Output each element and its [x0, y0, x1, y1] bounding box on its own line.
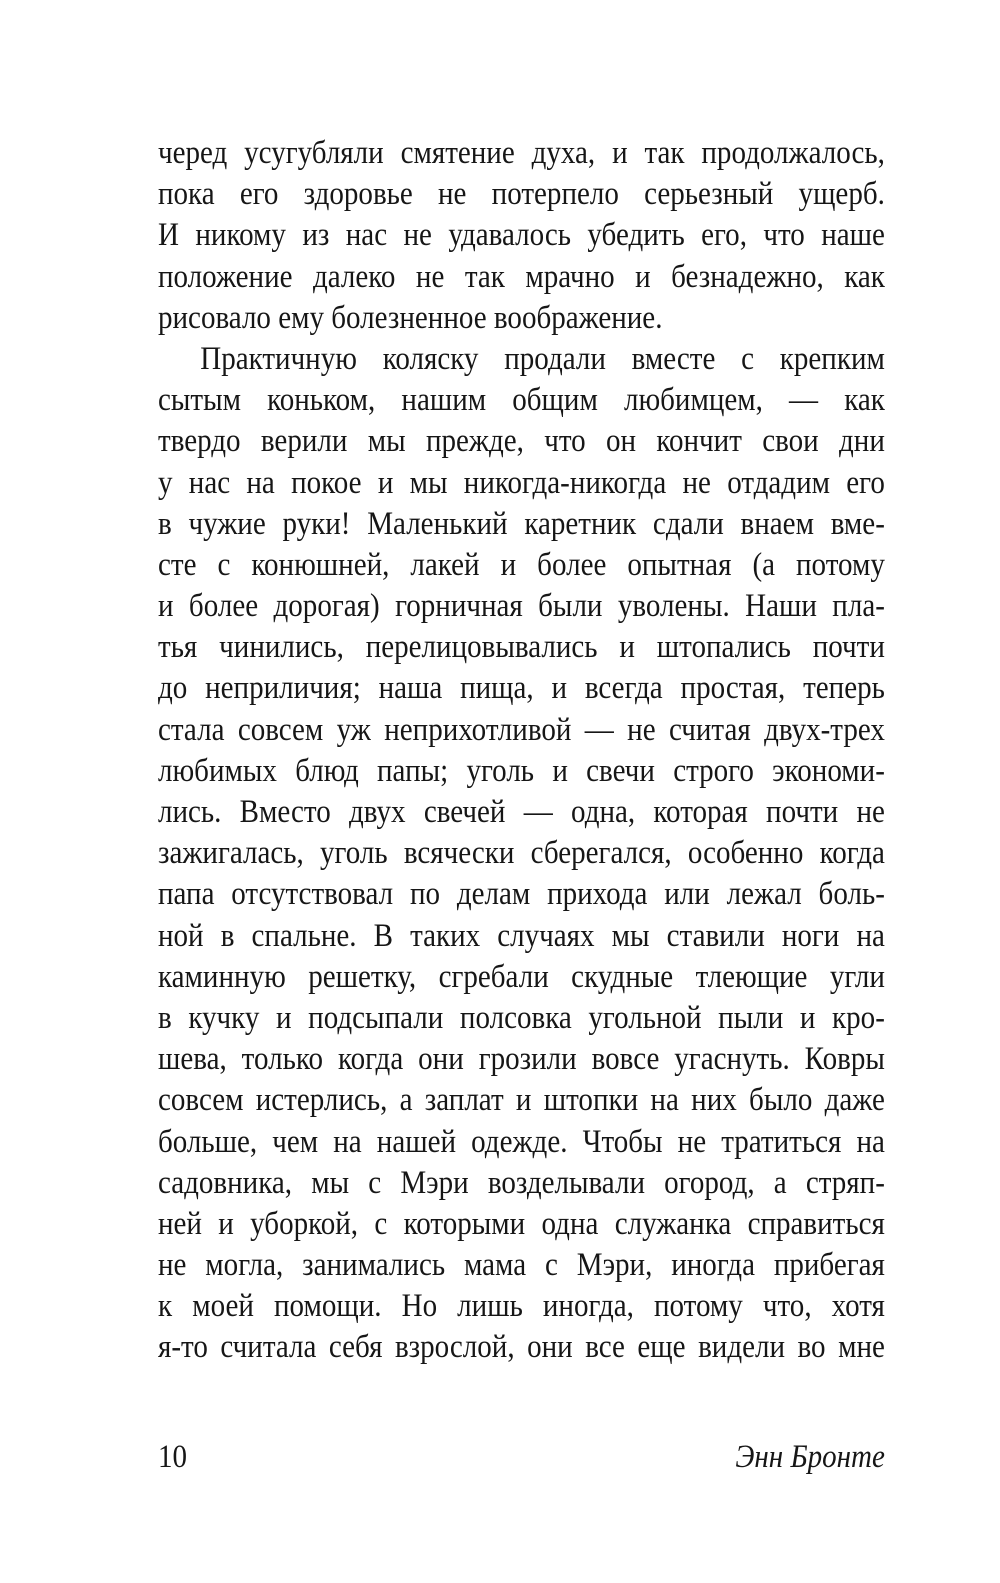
text-line [158, 1245, 885, 1286]
line-text: в кучку и подсыпали полсовка угольной пыли и кро- [158, 999, 885, 1036]
line-text: И никому из нас не удавалось убедить его, что наше [158, 217, 885, 254]
text-line [158, 380, 885, 421]
text-line [158, 792, 885, 833]
line-text: сытым коньком, нашим общим любимцем, — как [158, 382, 885, 419]
text-line [158, 668, 885, 709]
text-line [158, 545, 885, 586]
line-text: папа отсутствовал по делам прихода или лежал боль- [158, 876, 885, 913]
text-line [158, 874, 885, 915]
text-line [158, 257, 885, 298]
paragraph [158, 339, 885, 1369]
text-line [158, 421, 885, 462]
text-line [158, 1204, 885, 1245]
paragraph [158, 133, 885, 339]
line-text: каминную решетку, сгребали скудные тлеющие угли [158, 958, 885, 995]
line-text: в чужие руки! Маленький каретник сдали внаем вме- [158, 505, 885, 542]
text-line [158, 751, 885, 792]
line-text: положение далеко не так мрачно и безнадежно, как [158, 258, 885, 295]
text-line [158, 504, 885, 545]
text-line [158, 1286, 885, 1327]
line-text: совсем истерлись, а заплат и штопки на них было даже [158, 1082, 885, 1119]
line-text: к моей помощи. Но лишь иногда, потому что, хотя [158, 1288, 885, 1325]
line-text: больше, чем на нашей одежде. Чтобы не тратиться на [158, 1123, 885, 1160]
body-text [158, 133, 885, 1369]
line-text: тья чинились, перелицовывались и штопались почти [158, 629, 885, 666]
line-text: не могла, занимались мама с Мэри, иногда прибегая [158, 1247, 885, 1284]
line-text: я-то считала себя взрослой, они все еще видели во мне [158, 1329, 885, 1366]
text-line [158, 627, 885, 668]
page-footer [158, 1437, 885, 1477]
line-text: пока его здоровье не потерпело серьезный ущерб. [158, 176, 885, 213]
text-line [158, 298, 885, 339]
line-text: стала совсем уж неприхотливой — не считая двух-трех [158, 711, 885, 748]
text-line [158, 586, 885, 627]
line-text: у нас на покое и мы никогда-никогда не отдадим его [158, 464, 885, 501]
line-text: рисовало ему болезненное воображение. [158, 299, 663, 336]
text-line [158, 133, 885, 174]
text-line [158, 916, 885, 957]
line-text: лись. Вместо двух свечей — одна, которая почти не [158, 794, 885, 830]
line-text: любимых блюд папы; уголь и свечи строго экономи- [158, 752, 885, 789]
text-line [158, 998, 885, 1039]
text-line [158, 215, 885, 256]
line-text: Практичную коляску продали вместе с крепким [200, 340, 885, 377]
text-line [158, 957, 885, 998]
text-line [158, 463, 885, 504]
text-line [158, 339, 885, 380]
text-line [158, 1327, 885, 1368]
text-line [158, 1122, 885, 1163]
line-text: ней и уборкой, с которыми одна служанка справиться [158, 1205, 885, 1242]
line-text: садовника, мы с Мэри возделывали огород, а стряп- [158, 1164, 885, 1201]
text-line [158, 1163, 885, 1204]
text-line [158, 1080, 885, 1121]
line-text: ной в спальне. В таких случаях мы ставили ноги на [158, 917, 885, 954]
page-number: 10 [158, 1439, 188, 1475]
line-text: шева, только когда они грозили вовсе угаснуть. Ковры [158, 1041, 885, 1078]
line-text: до неприличия; наша пища, и всегда простая, теперь [158, 670, 885, 707]
text-line [158, 833, 885, 874]
text-line [158, 174, 885, 215]
text-line [158, 1039, 885, 1080]
running-title-author: Энн Бронте [735, 1439, 885, 1475]
line-text: и более дорогая) горничная были уволены. Наши пла- [158, 588, 885, 625]
line-text: сте с конюшней, лакей и более опытная (а потому [158, 546, 885, 583]
text-line [158, 710, 885, 751]
line-text: черед усугубляли смятение духа, и так продолжалось, [158, 135, 885, 171]
line-text: твердо верили мы прежде, что он кончит свои дни [158, 423, 885, 460]
line-text: зажигалась, уголь всячески сберегался, особенно когда [158, 835, 885, 872]
